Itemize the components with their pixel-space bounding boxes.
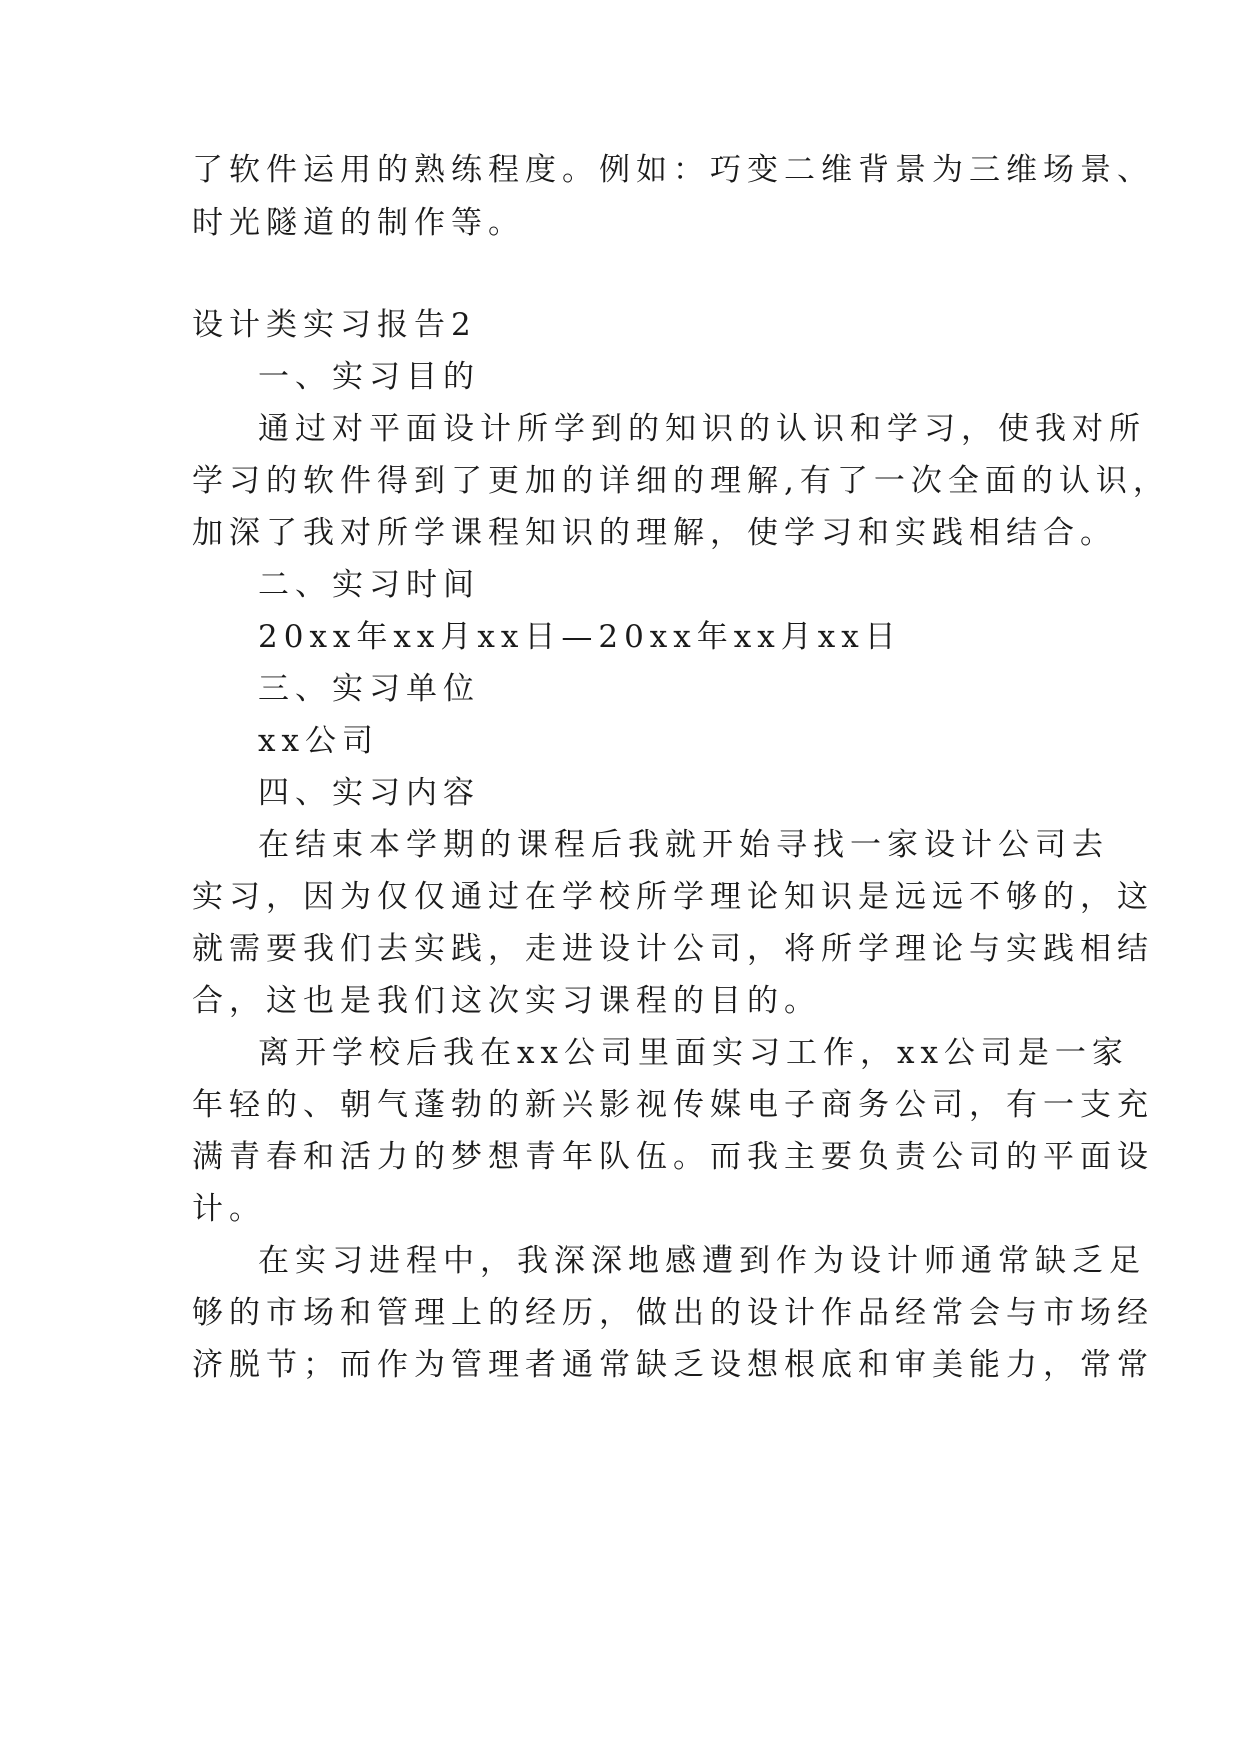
paragraph-line: 合，这也是我们这次实习课程的目的。 [192,983,821,1019]
heading-time: 二、实习时间 [258,567,480,603]
paragraph-line: 加深了我对所学课程知识的理解，使学习和实践相结合。 [192,515,1117,551]
paragraph-line: 学习的软件得到了更加的详细的理解,有了一次全面的认识， [192,463,1170,499]
paragraph-line: 离开学校后我在xx公司里面实习工作，xx公司是一家 [258,1035,1129,1071]
paragraph-line: 在结束本学期的课程后我就开始寻找一家设计公司去 [258,827,1109,863]
paragraph-line: 时光隧道的制作等。 [192,205,525,241]
paragraph-line: 通过对平面设计所学到的知识的认识和学习，使我对所 [258,411,1146,447]
paragraph-line: 就需要我们去实践，走进设计公司，将所学理论与实践相结 [192,931,1154,967]
paragraph-line: 年轻的、朝气蓬勃的新兴影视传媒电子商务公司，有一支充 [192,1087,1154,1123]
heading-content: 四、实习内容 [258,775,480,811]
heading-unit: 三、实习单位 [258,671,480,707]
paragraph-line: 济脱节；而作为管理者通常缺乏设想根底和审美能力，常常 [192,1347,1154,1383]
company-name: xx公司 [258,723,379,759]
paragraph-line: 满青春和活力的梦想青年队伍。而我主要负责公司的平面设 [192,1139,1154,1175]
heading-purpose: 一、实习目的 [258,359,480,395]
section-title: 设计类实习报告2 [192,307,477,343]
paragraph-line: 在实习进程中，我深深地感遭到作为设计师通常缺乏足 [258,1243,1146,1279]
date-range: 20xx年xx月xx日—20xx年xx月xx日 [258,619,902,655]
paragraph-line: 计。 [192,1191,266,1227]
paragraph-line: 了软件运用的熟练程度。例如：巧变二维背景为三维场景、 [192,152,1154,188]
paragraph-line: 实习，因为仅仅通过在学校所学理论知识是远远不够的，这 [192,879,1154,915]
paragraph-line: 够的市场和管理上的经历，做出的设计作品经常会与市场经 [192,1295,1154,1331]
